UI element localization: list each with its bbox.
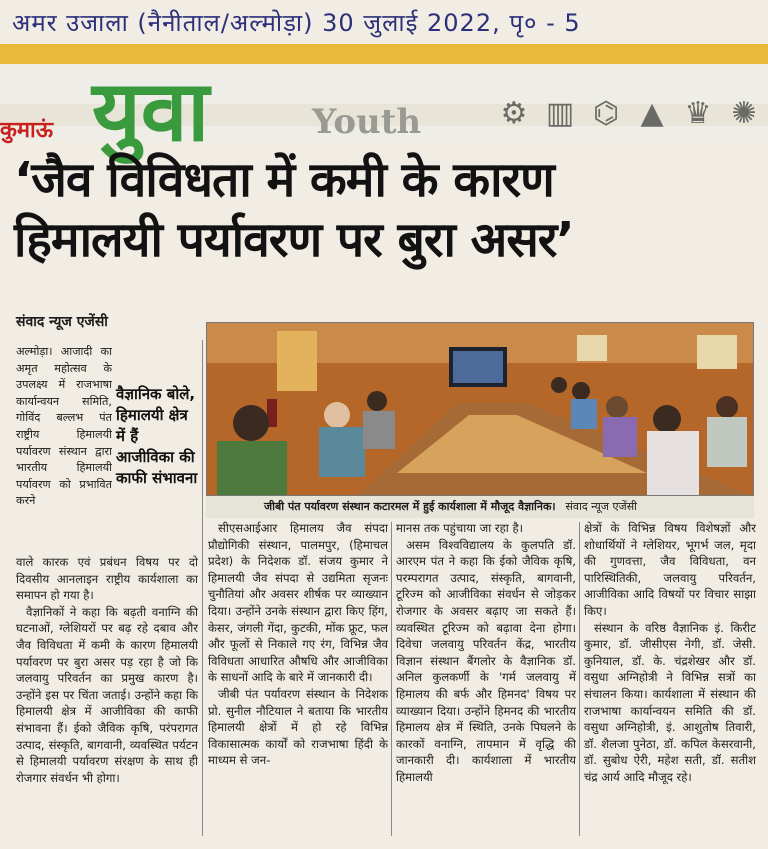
workshop-photo bbox=[206, 322, 754, 496]
column-divider bbox=[579, 522, 580, 836]
body-column-2 bbox=[208, 520, 388, 838]
byline: संवाद न्यूज एजेंसी bbox=[16, 314, 108, 330]
headline-line-2: हिमालयी पर्यावरण पर बुरा असर’ bbox=[14, 212, 574, 268]
section-title: युवा bbox=[92, 62, 210, 160]
body-column-4 bbox=[584, 520, 756, 838]
body-paragraph: क्षेत्रों के विभिन्न विषय विशेषज्ञों और शोधार्थियों ने ग्लेशियर, भूगर्भ जल, मृदा की गुणवत्ता, जैव विविधता, वन पारिस्थितिकी, जलवायु परिवर्तन, आजीविका आदि विषयों पर विचार साझा किए। bbox=[584, 521, 756, 618]
body-paragraph: संस्थान के वरिष्ठ वैज्ञानिक इं. किरीट कुमार, डॉ. जीसीएस नेगी, डॉ. जेसी. कुनियाल, डॉ. के. चंद्रशेखर और डॉ. वसुधा अग्निहोत्री ने विभिन्न सत्रों का संचालन किया। कार्यशाला में संस्थान की राजभाषा कार्यान्वयन समिति की डॉ. वसुधा अग्निहोत्री, इं. आशुतोष तिवारी, डॉ. शैलजा पुनेठा, डॉ. कपिल केसरवानी, डॉ. सुबोध ऐरी, महेश सती, डॉ. सतीश चंद्र आर्य आदि मौजूद रहे। bbox=[584, 620, 756, 784]
microscope-icon: ⌬ bbox=[592, 96, 620, 131]
pull-quote: वैज्ञानिक बोले, हिमालयी क्षेत्र में हैं आजीविका की काफी संभावना bbox=[116, 385, 198, 487]
column-divider bbox=[202, 340, 203, 836]
headline-line-1: ‘जैव विविधता में कमी के कारण bbox=[14, 152, 554, 208]
workshop-photo-illustration bbox=[207, 323, 754, 496]
body-column-3 bbox=[396, 520, 576, 838]
body-paragraph: मानस तक पहुंचाया जा रहा है। bbox=[396, 521, 524, 535]
trophy-icon: ♛ bbox=[684, 96, 712, 131]
chart-icon: ▥ bbox=[545, 96, 575, 131]
article-headline bbox=[14, 150, 754, 270]
rocket-icon: ▲ bbox=[640, 96, 664, 131]
section-masthead bbox=[0, 44, 768, 160]
column-divider bbox=[391, 522, 392, 836]
photo-credit: संवाद न्यूज एजेंसी bbox=[565, 500, 637, 513]
body-paragraph: असम विश्वविद्यालय के कुलपति डॉ. आरएम पंत ने कहा कि ईको जैविक कृषि, परम्परागत उत्पाद, संस्कृति, बागवानी, टूरिज्म को आजीविका संवर्धन से जोड़कर रोजगार के अवसर बढ़ाए जा सकते हैं। व्यवस्थित टूरिज्म को बढ़ावा देना होगा। दिवेचा जलवायु परिवर्तन केंद्र, भारतीय विज्ञान संस्थान बैंगलोर के वैज्ञानिक डॉ. अनिल कुलकर्णी के 'गर्म जलवायु में हिमालय की बर्फ और हिमनद' विषय पर व्याख्यान दिया। उन्होंने हिमनद की भारतीय हिमालय क्षेत्र में स्थिति, उनके पिघलने के कारकों वनाग्नि, तापमान में वृद्धि की जानकारी दी। कार्यशाला में भारतीय हिमालयी bbox=[396, 537, 576, 784]
handwritten-date-note: अमर उजाला (नैनीताल/अल्मोड़ा) 30 जुलाई 2022, पृ० - 5 bbox=[12, 9, 581, 37]
body-paragraph: सीएसआईआर हिमालय जैव संपदा प्रौद्योगिकी संस्थान, पालमपुर, (हिमाचल प्रदेश) के निदेशक डॉ. संजय कुमार ने हिमालयी जैव संपदा से उद्यमिता सृजनः चुनौतियां और अवसर शीर्षक पर व्याख्यान दिया। उन्होंने उनके संस्थान द्वारा किए हिंग, केसर, जंगली गेंदा, कुटकी, मोंक फ्रूट, फल और फूलों से निकाले गए रंग, विभिन्न जैव विविधता आधारित औषधि और आजीविका के साधनों आदि के बारे में जानकारी दी। bbox=[208, 521, 388, 685]
lightbulb-icon: ✺ bbox=[731, 96, 757, 131]
body-column-1 bbox=[16, 554, 198, 838]
gear-icon: ⚙ bbox=[500, 96, 528, 131]
body-column-1-top bbox=[16, 344, 112, 544]
photo-caption-text: जीबी पंत पर्यावरण संस्थान कटारमल में हुई कार्यशाला में मौजूद वैज्ञानिक। bbox=[264, 500, 556, 513]
body-paragraph: जीबी पंत पर्यावरण संस्थान के निदेशक प्रो. सुनील नौटियाल ने बताया कि भारतीय हिमालयी क्षेत्रों में हो रहे विभिन्न विकासात्मक कार्यों को राजभाषा हिंदी के माध्यम से जन- bbox=[208, 686, 388, 768]
body-paragraph: वाले कारक एवं प्रबंधन विषय पर दो दिवसीय आनलाइन राष्ट्रीय कार्यशाला का समापन हो गया है। bbox=[16, 555, 198, 603]
photo-caption bbox=[206, 496, 754, 518]
region-label: कुमाऊं bbox=[0, 118, 54, 143]
section-subtitle: Youth bbox=[312, 102, 422, 142]
masthead-icons bbox=[496, 96, 762, 131]
body-paragraph: वैज्ञानिकों ने कहा कि बढ़ती वनाग्नि की घटनाओं, ग्लेशियरों पर बढ़ रहे दबाव और जैव विविधता में कमी के कारण हिमालयी पर्यावरण पर बुरा असर पड़ रहा है जो कि जलवायु परिवर्तन का प्रमुख कारण है। उन्होंने इस पर चिंता जताई। उन्होंने कहा कि हिमालयी क्षेत्र में आजीविका की काफी संभावना हैं। ईको जैविक कृषि, परंपरागत उत्पाद, संस्कृति, बागवानी, व्यवस्थित पर्यटन से हिमालयी पर्यावरण संरक्षण के साथ ही रोजगार संवर्धन भी होगा। bbox=[16, 604, 198, 785]
body-paragraph: अल्मोड़ा। आजादी का अमृत महोत्सव के उपलक्ष्य में राजभाषा कार्यान्वयन समिति, गोविंद बल्लभ पंत राष्ट्रीय हिमालयी पर्यावरण संस्थान द्वारा भारतीय हिमालयी पर्यावरण को प्रभावित करने bbox=[16, 345, 112, 508]
